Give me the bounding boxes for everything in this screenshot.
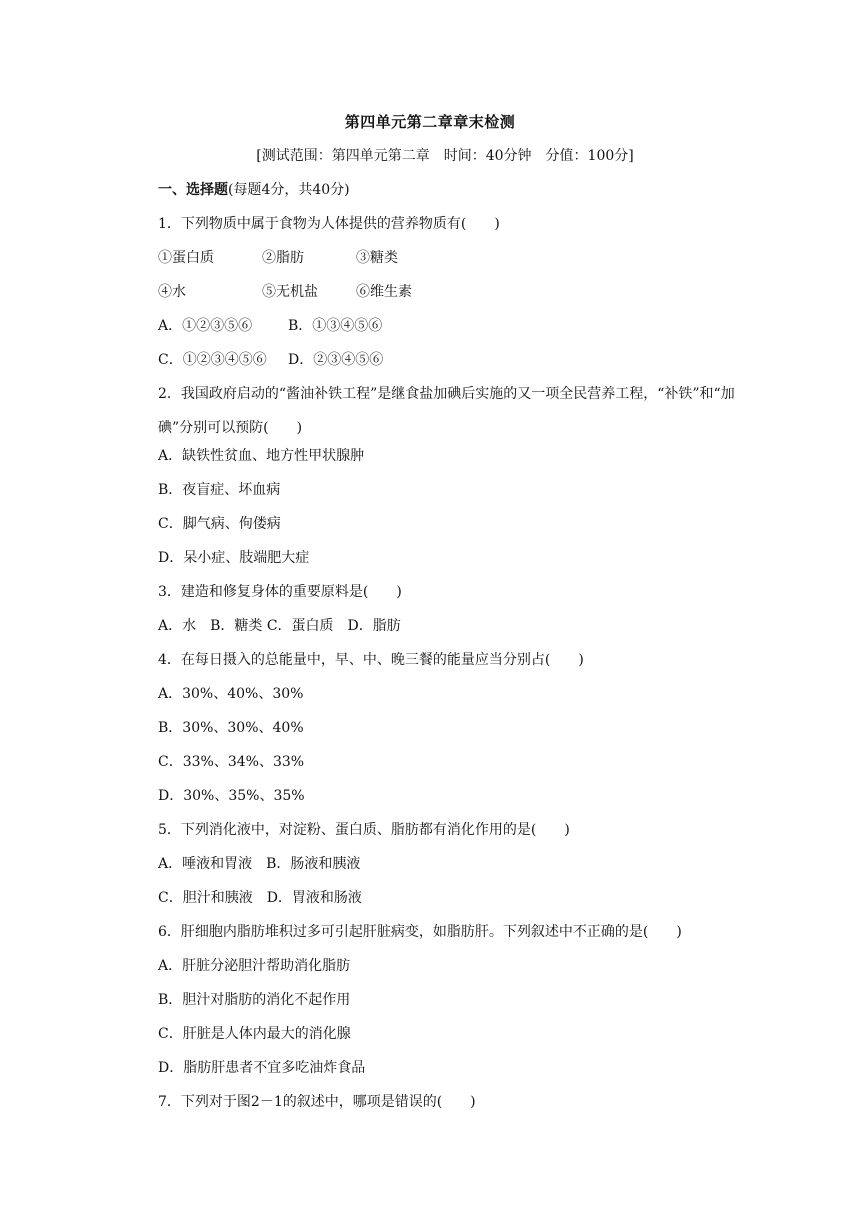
section-note: (每题4分，共40分) [228,182,350,198]
question-1-options-ab [158,315,748,349]
question-5-options-row-2: C．胆汁和胰液 D．胃液和肠液 [158,890,362,906]
question-1-items-row-1 [158,247,748,281]
question-1-items-row-2 [158,281,748,315]
question-1-option-c: C．①②③④⑤⑥ [158,352,267,368]
test-scope: [测试范围：第四单元第二章 时间：40分钟 分值：100分] [256,148,634,164]
question-2-option-d: D．呆小症、肢端肥大症 [158,550,310,566]
question-2-option-b: B．夜盲症、坏血病 [158,482,281,498]
item-sugar: ③糖类 [356,250,398,266]
question-2-stem: 2．我国政府启动的“酱油补铁工程”是继食盐加碘后实施的又一项全民营养工程，“补铁”和“加碘”分别可以预防( ) [158,386,735,436]
question-4-stem: 4．在每日摄入的总能量中，早、中、晚三餐的能量应当分别占( ) [158,652,584,668]
question-4-option-c: C．33%、34%、33% [158,754,305,770]
question-4-option-a: A．30%、40%、30% [158,686,304,702]
section-heading [158,179,748,213]
question-2-option-c: C．脚气病、佝偻病 [158,516,281,532]
question-5-options-row-1: A．唾液和胃液 B．肠液和胰液 [158,856,361,872]
question-6-option-c: C．肝脏是人体内最大的消化腺 [158,1026,351,1042]
question-1-option-d: D．②③④⑤⑥ [288,352,384,368]
question-5-stem: 5．下列消化液中，对淀粉、蛋白质、脂肪都有消化作用的是( ) [158,822,570,838]
item-protein: ①蛋白质 [158,250,214,266]
item-vitamins: ⑥维生素 [356,284,412,300]
question-4-option-d: D．30%、35%、35% [158,788,305,804]
question-6-option-d: D．脂肪肝患者不宜多吃油炸食品 [158,1060,366,1076]
question-3-options: A．水 B．糖类 C．蛋白质 D．脂肪 [158,618,401,634]
item-water: ④水 [158,284,186,300]
section-title: 一、选择题 [158,182,228,198]
page-title: 第四单元第二章章末检测 [344,113,516,131]
question-6-option-a: A．肝脏分泌胆汁帮助消化脂肪 [158,958,351,974]
question-3-stem: 3．建造和修复身体的重要原料是( ) [158,584,402,600]
question-4-option-b: B．30%、30%、40% [158,720,304,736]
question-2-option-a: A．缺铁性贫血、地方性甲状腺肿 [158,448,365,464]
item-fat: ②脂肪 [262,250,304,266]
question-1-option-b: B．①③④⑤⑥ [288,318,383,334]
question-7-stem: 7．下列对于图2－1的叙述中，哪项是错误的( ) [158,1094,476,1110]
question-1-stem: 1．下列物质中属于食物为人体提供的营养物质有( ) [158,216,500,232]
question-1-option-a: A．①②③⑤⑥ [158,318,253,334]
question-list [158,179,748,1125]
item-minerals: ⑤无机盐 [262,284,318,300]
question-6-option-b: B．胆汁对脂肪的消化不起作用 [158,992,351,1008]
question-6-stem: 6．肝细胞内脂肪堆积过多可引起肝脏病变，如脂肪肝。下列叙述中不正确的是( ) [158,924,682,940]
